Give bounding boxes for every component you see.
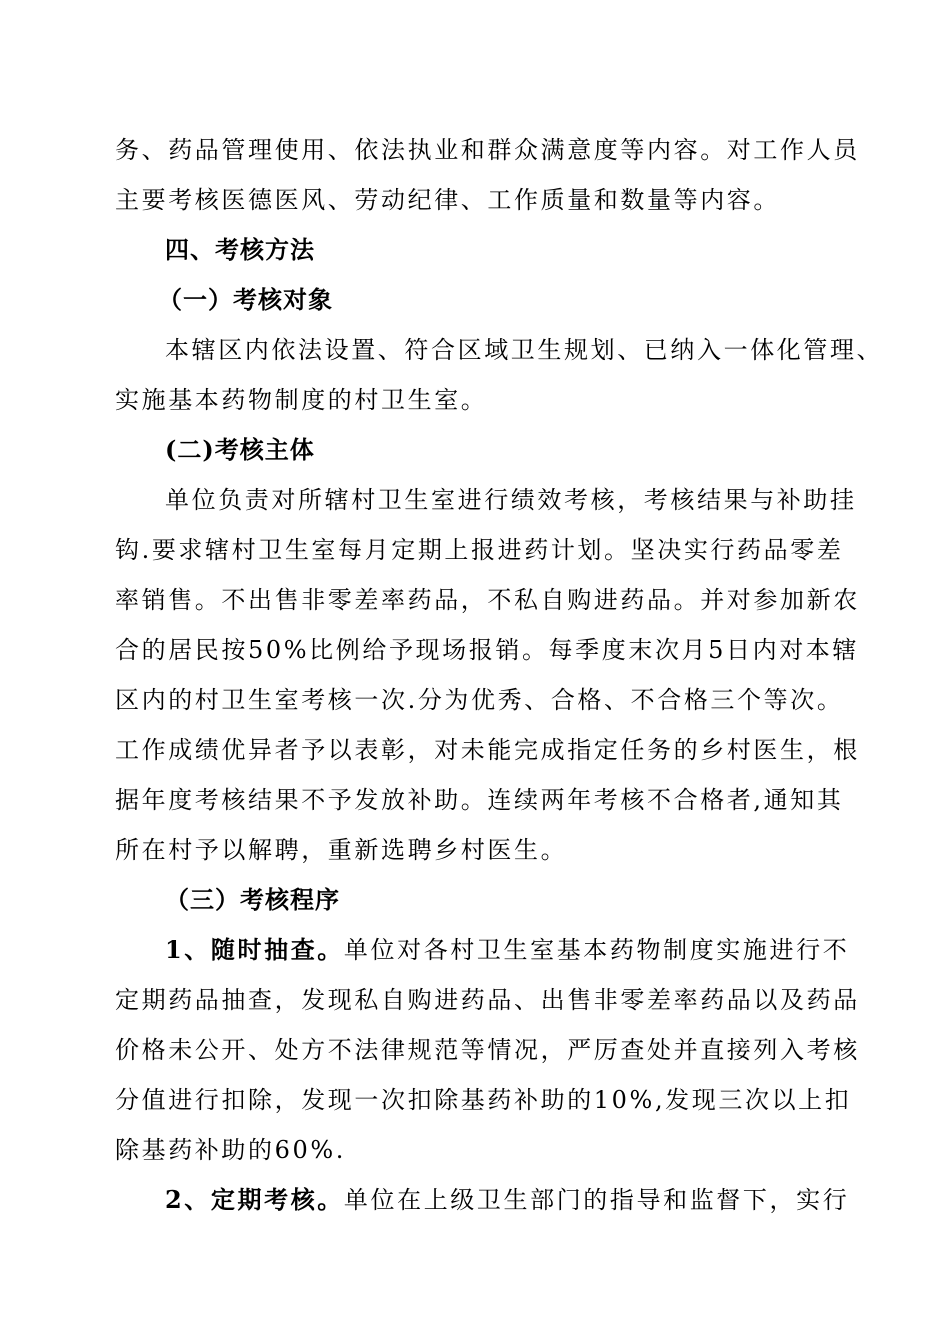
item-lead: 2、定期考核。 xyxy=(165,1185,344,1214)
paragraph-line: 务、药品管理使用、依法执业和群众满意度等内容。对工作人员 xyxy=(115,136,860,164)
section-heading: 四、考核方法 xyxy=(165,235,315,264)
paragraph-line: 合的居民按50%比例给予现场报销。每季度末次月5日内对本辖 xyxy=(115,636,860,664)
paragraph-line: 据年度考核结果不予发放补助。连续两年考核不合格者,通知其 xyxy=(115,786,844,814)
paragraph-line: 工作成绩优异者予以表彰，对未能完成指定任务的乡村医生，根 xyxy=(115,736,860,764)
paragraph-line: 单位负责对所辖村卫生室进行绩效考核，考核结果与补助挂 xyxy=(165,486,857,514)
paragraph-line: 分值进行扣除，发现一次扣除基药补助的10%,发现三次以上扣 xyxy=(115,1086,852,1114)
paragraph-line: 本辖区内依法设置、符合区域卫生规划、已纳入一体化管理、 xyxy=(165,336,884,364)
item-lead: 1、随时抽查。 xyxy=(165,935,344,964)
item-text: 单位对各村卫生室基本药物制度实施进行不 xyxy=(343,936,850,964)
paragraph-line: 区内的村卫生室考核一次.分为优秀、合格、不合格三个等次。 xyxy=(115,686,844,714)
paragraph-line: 率销售。不出售非零差率药品，不私自购进药品。并对参加新农 xyxy=(115,586,860,614)
paragraph-line xyxy=(165,933,850,967)
subsection-heading: （一）考核对象 xyxy=(158,285,333,314)
paragraph-line: 实施基本药物制度的村卫生室。 xyxy=(115,386,488,414)
paragraph-line: 除基药补助的60%. xyxy=(115,1136,346,1164)
paragraph-line: 钩.要求辖村卫生室每月定期上报进药计划。坚决实行药品零差 xyxy=(115,536,844,564)
item-text: 单位在上级卫生部门的指导和监督下，实行 xyxy=(343,1186,850,1214)
paragraph-line: 所在村予以解聘，重新选聘乡村医生。 xyxy=(115,836,568,864)
subsection-heading: (二)考核主体 xyxy=(165,435,315,464)
paragraph-line xyxy=(165,1183,850,1217)
paragraph-line: 价格未公开、处方不法律规范等情况，严厉查处并直接列入考核 xyxy=(115,1036,860,1064)
paragraph-line: 主要考核医德医风、劳动纪律、工作质量和数量等内容。 xyxy=(115,186,780,214)
paragraph-line: 定期药品抽查，发现私自购进药品、出售非零差率药品以及药品 xyxy=(115,986,860,1014)
subsection-heading: （三）考核程序 xyxy=(165,885,340,914)
